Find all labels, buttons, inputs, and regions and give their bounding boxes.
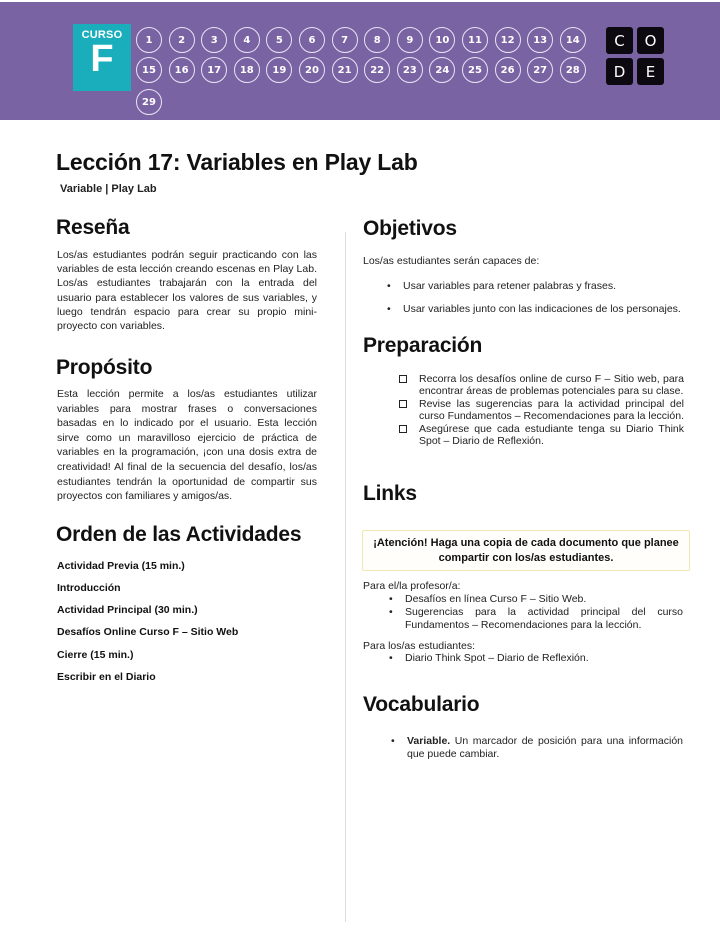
lesson-link-3[interactable]: 3 [201,27,227,53]
lesson-link-27[interactable]: 27 [527,57,553,83]
lesson-link-15[interactable]: 15 [136,57,162,83]
proposito-text: Esta lección permite a los/as estudiantes utilizar variables para mostrar frases o conversaciones basadas en lo indicado por el usuario. Esta lección sirve como un maravilloso ejercicio de práctica de variables en la programación, ¡con una dosis extra de creatividad! Al final de la secuencia del desafío, los/as estudiantes tendrán la oportunidad de compartir sus proyectos con familiares y amigos/as. [57,388,317,503]
preparacion-heading: Preparación [363,334,483,357]
lesson-link-29[interactable]: 29 [136,89,162,115]
teacher-label: Para el/la profesor/a: [363,580,461,592]
teacher-link[interactable]: • Desafíos en línea Curso F – Sitio Web. [385,593,683,606]
vocabulario-heading: Vocabulario [363,693,480,716]
lesson-link-5[interactable]: 5 [266,27,292,53]
page-subtitle: Variable | Play Lab [60,183,157,195]
lesson-link-22[interactable]: 22 [364,57,390,83]
lesson-link-11[interactable]: 11 [462,27,488,53]
student-label: Para los/as estudiantes: [363,640,476,652]
activity-item[interactable]: Cierre (15 min.) [57,649,134,661]
activity-item[interactable]: Escribir en el Diario [57,671,156,683]
objetivos-heading: Objetivos [363,217,457,240]
column-divider [345,232,346,922]
prep-item[interactable] [398,398,684,423]
activity-item[interactable]: Actividad Principal (30 min.) [57,604,198,616]
activity-item[interactable]: Actividad Previa (15 min.) [57,560,185,572]
lesson-link-21[interactable]: 21 [332,57,358,83]
logo-letter-c: C [606,27,633,54]
checkbox-icon[interactable] [399,425,407,433]
teacher-links [385,593,683,632]
lesson-link-17[interactable]: 17 [201,57,227,83]
prep-item-text: Recorra los desafíos online de curso F – Sitio web, para encontrar áreas de problemas potenciales para su clase. [419,373,684,398]
lesson-link-8[interactable]: 8 [364,27,390,53]
lesson-link-13[interactable]: 13 [527,27,553,53]
lesson-link-18[interactable]: 18 [234,57,260,83]
vocab-term: Variable. [407,735,451,747]
preparacion-checklist [398,373,684,447]
checkbox-icon[interactable] [399,375,407,383]
lesson-link-7[interactable]: 7 [332,27,358,53]
objective-item: • Usar variables junto con las indicaciones de los personajes. [383,302,683,316]
vocab-definition: Un marcador de posición para una información que puede cambiar. [407,735,683,760]
prep-item[interactable] [398,373,684,398]
logo-letter-d: D [606,58,633,85]
lesson-link-2[interactable]: 2 [169,27,195,53]
objective-item: • Usar variables para retener palabras y frases. [383,279,683,293]
prep-item-text: Asegúrese que cada estudiante tenga su Diario Think Spot – Diario de Reflexión. [419,422,684,448]
teacher-link[interactable]: • Sugerencias para la actividad principal del curso Fundamentos – Recomendaciones para la lección. [385,606,683,632]
logo-letter-o: O [637,27,664,54]
lesson-link-9[interactable]: 9 [397,27,423,53]
lesson-link-6[interactable]: 6 [299,27,325,53]
lesson-link-25[interactable]: 25 [462,57,488,83]
objetivos-intro: Los/as estudiantes serán capaces de: [363,255,540,267]
course-letter: F [90,38,114,80]
resena-heading: Reseña [56,216,130,239]
lesson-link-24[interactable]: 24 [429,57,455,83]
copy-notice-alert: ¡Atención! Haga una copia de cada documento que planee compartir con los/as estudiantes. [362,530,690,571]
proposito-heading: Propósito [56,356,153,379]
prep-item[interactable] [398,423,684,448]
vocab-item [387,735,683,761]
lesson-link-10[interactable]: 10 [429,27,455,53]
links-heading: Links [363,482,417,505]
vocab-list [387,735,683,761]
lesson-link-12[interactable]: 12 [495,27,521,53]
logo-letter-e: E [637,58,664,85]
course-banner [0,2,720,120]
lesson-link-1[interactable]: 1 [136,27,162,53]
resena-text: Los/as estudiantes podrán seguir practicando con las variables de esta lección creando escenas en Play Lab. Los/as estudiantes trabajarán con la entrada del usuario para establecer los valores de sus variables, y luego tendrán espacio para crear su propio mini-proyecto con variables. [57,249,317,333]
lesson-link-19[interactable]: 19 [266,57,292,83]
lesson-link-14[interactable]: 14 [560,27,586,53]
lesson-link-16[interactable]: 16 [169,57,195,83]
student-link[interactable]: • Diario Think Spot – Diario de Reflexión. [385,652,683,665]
objetivos-list [383,279,683,316]
checkbox-icon[interactable] [399,400,407,408]
course-label: CURSO [81,29,123,41]
lesson-link-20[interactable]: 20 [299,57,325,83]
lesson-link-28[interactable]: 28 [560,57,586,83]
prep-item-text: Revise las sugerencias para la actividad principal del curso Fundamentos – Recomendaciones para la lección. [419,397,684,423]
orden-heading: Orden de las Actividades [56,523,302,546]
page-title: Lección 17: Variables en Play Lab [56,149,418,175]
activity-item[interactable]: Introducción [57,582,121,594]
lesson-link-26[interactable]: 26 [495,57,521,83]
activity-item[interactable]: Desafíos Online Curso F – Sitio Web [57,626,239,638]
lesson-link-4[interactable]: 4 [234,27,260,53]
student-links [385,652,683,665]
course-badge[interactable] [73,24,131,91]
code-org-logo [606,27,664,85]
lesson-link-23[interactable]: 23 [397,57,423,83]
